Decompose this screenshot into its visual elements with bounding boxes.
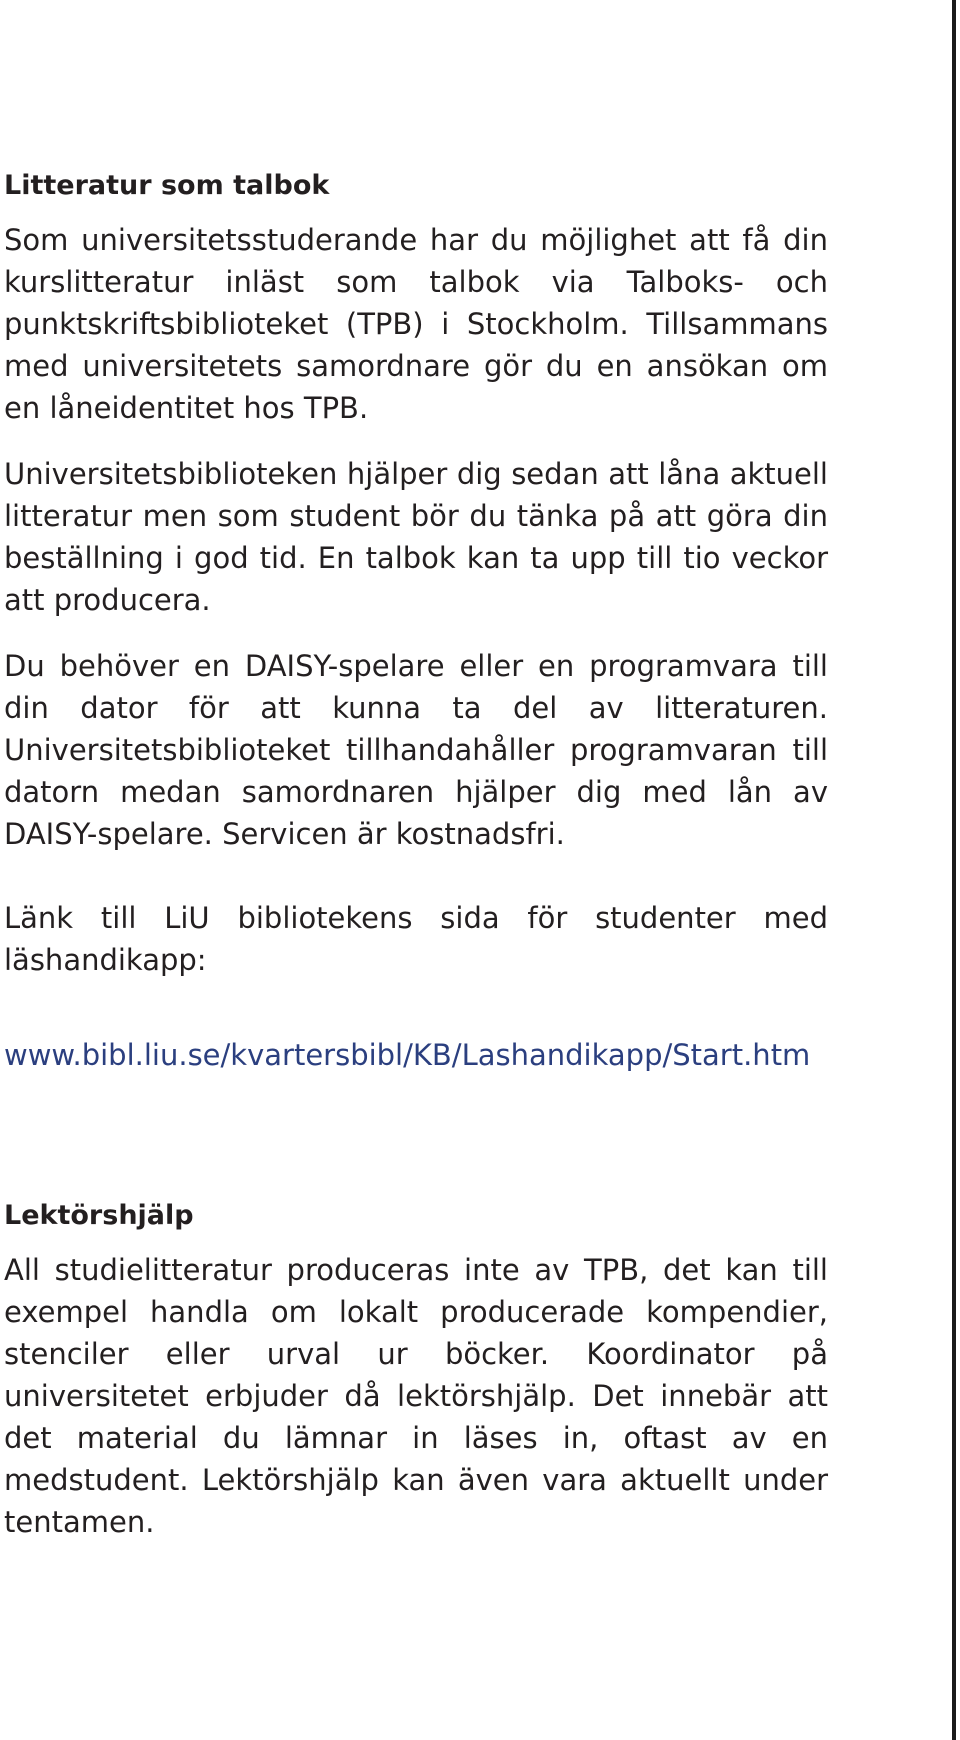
lashandikapp-link[interactable]: www.bibl.liu.se/kvartersbibl/KB/Lashandikapp/Start.htm bbox=[4, 1038, 811, 1072]
paragraph-link-intro: Länk till LiU bibliotekens sida för studenter med läshandikapp: bbox=[4, 901, 828, 977]
paragraph-lektorshjalp: All studielitteratur produceras inte av TPB, det kan till exempel handla om lokalt producerade kompendier, stenciler eller urval ur böcker. Koordinator på universitetet erbjuder då lektörshjälp. Det innebär att det material du lämnar in läses in, oftast av en medstudent. Lektörshjälp kan även vara aktuellt under tentamen. bbox=[4, 1253, 828, 1539]
page-edge-rule bbox=[952, 0, 956, 1740]
section-heading-talbok: Litteratur som talbok bbox=[4, 170, 330, 201]
section-heading-lektorshjalp: Lektörshjälp bbox=[4, 1200, 194, 1231]
paragraph-daisy: Du behöver en DAISY-spelare eller en programvara till din dator för att kunna ta del av litteraturen. Universitetsbiblioteket tillhandahåller programvaran till datorn medan samordnaren hjälper dig med lån av DAISY-spelare. Servicen är kostnadsfri. bbox=[4, 649, 828, 851]
paragraph-talbok-intro: Som universitetsstuderande har du möjlighet att få din kurslitteratur inläst som talbok via Talboks- och punktskriftsbiblioteket (TPB) i Stockholm. Tillsammans med universitetets samordnare gör du en ansökan om en låneidentitet hos TPB. bbox=[4, 223, 828, 425]
paragraph-universitetsbibliotek: Universitetsbiblioteken hjälper dig sedan att låna aktuell litteratur men som student bör du tänka på att göra din beställning i god tid. En talbok kan ta upp till tio veckor att producera. bbox=[4, 457, 828, 617]
